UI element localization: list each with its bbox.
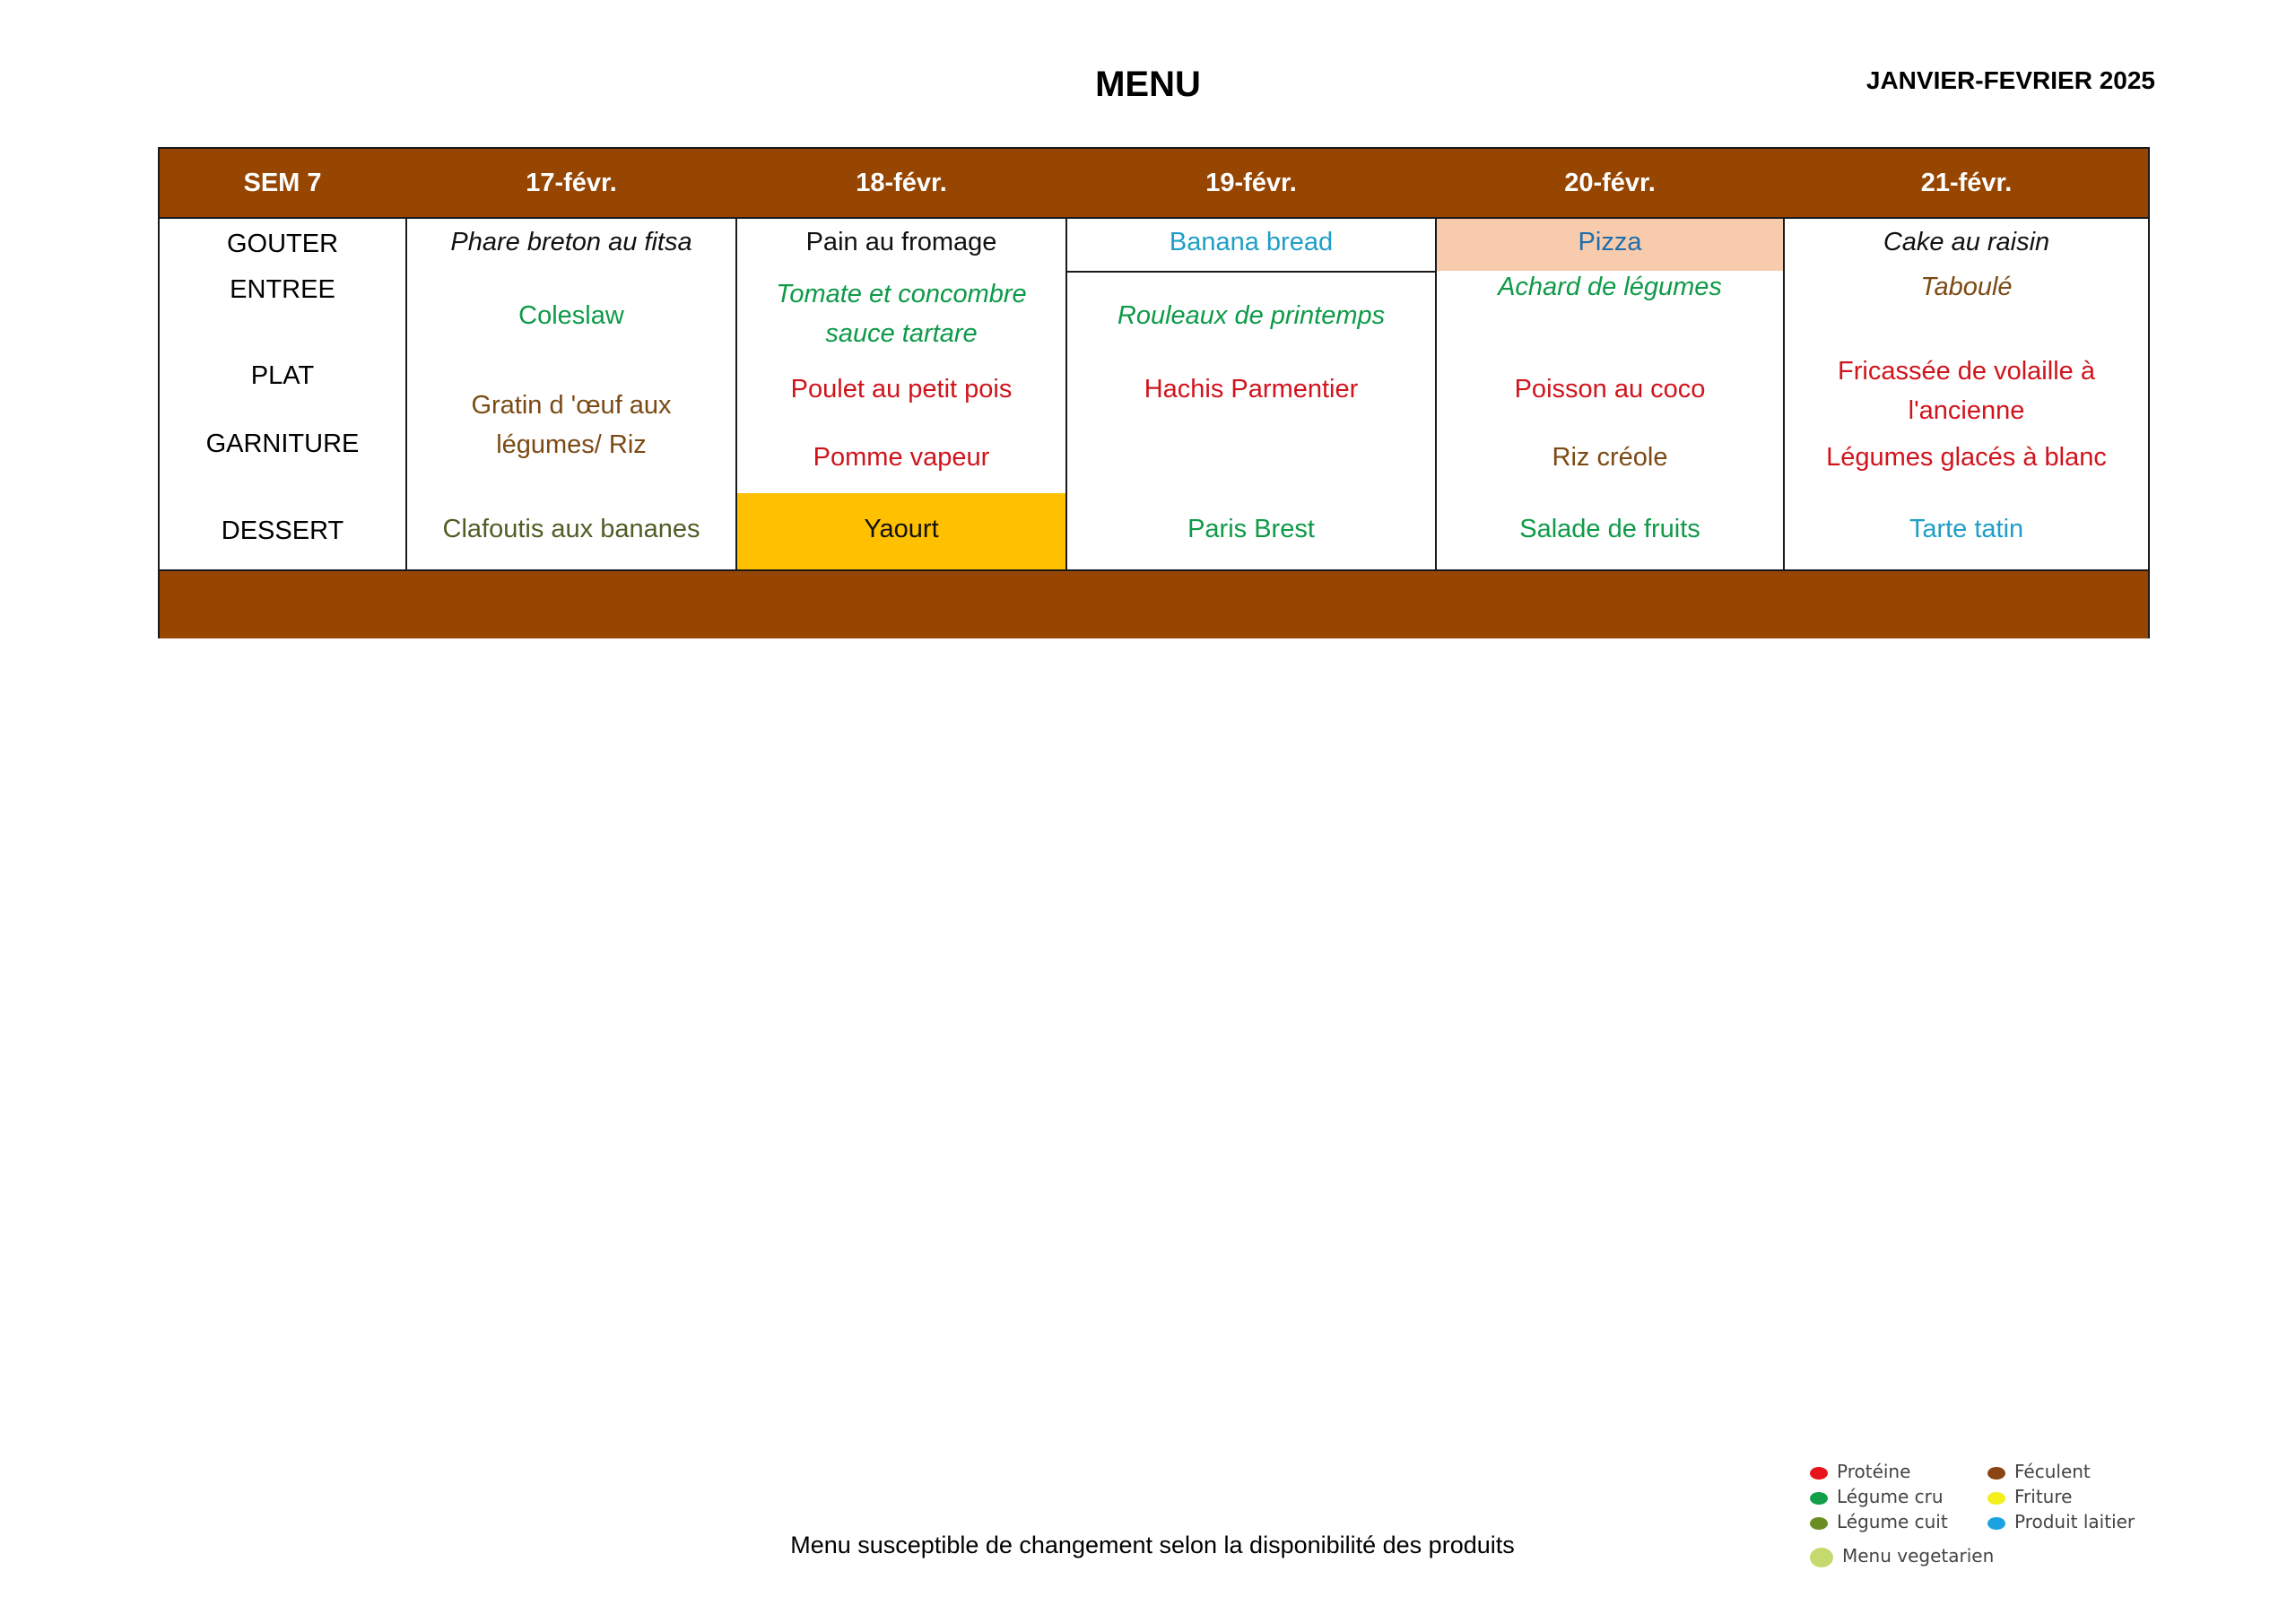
menu-table [158, 147, 2150, 638]
day-header-17: 17-févr. [526, 169, 617, 197]
menu-item-plat-18: Poulet au petit pois [790, 375, 1013, 404]
food-legend [1810, 1460, 2187, 1576]
legend-item-friture [1987, 1485, 2072, 1508]
menu-item-entree-18-line1: Tomate et concombre [776, 280, 1027, 308]
menu-item-plat-21 [1785, 352, 2148, 430]
row-label-gouter: GOUTER [226, 230, 339, 258]
menu-item-entree-18-line2: sauce tartare [825, 319, 978, 348]
menu-item-plat-21-line2: l'ancienne [1908, 396, 2025, 425]
legend-label: Produit laitier [2014, 1511, 2135, 1532]
menu-item-garniture-20: Riz créole [1552, 443, 1668, 472]
menu-item-plat-17-line1: Gratin d 'œuf aux [471, 391, 672, 420]
menu-item-plat-19: Hachis Parmentier [1144, 375, 1359, 404]
legend-item-produit-laitier [1987, 1510, 2135, 1533]
menu-item-gouter-21: Cake au raisin [1883, 228, 2050, 256]
legend-item-proteine [1810, 1460, 1910, 1483]
legend-item-legume-cru [1810, 1485, 1944, 1508]
menu-item-plat-17-line2: légumes/ Riz [496, 430, 647, 459]
row-label-dessert: DESSERT [221, 516, 344, 545]
green-dot-icon [1810, 1492, 1828, 1505]
blue-dot-icon [1987, 1517, 2005, 1530]
menu-item-gouter-18: Pain au fromage [805, 228, 997, 256]
legend-label: Féculent [2014, 1461, 2091, 1482]
legend-item-menu-vegetarien [1810, 1544, 1994, 1567]
legend-label: Légume cuit [1837, 1511, 1948, 1532]
legend-label: Menu vegetarien [1842, 1545, 1995, 1567]
legend-item-feculent [1987, 1460, 2091, 1483]
menu-item-dessert-19: Paris Brest [1187, 515, 1315, 543]
menu-item-plat-21-line1: Fricassée de volaille à [1838, 357, 2095, 386]
day-header-20: 20-févr. [1564, 169, 1656, 197]
legend-item-legume-cuit [1810, 1510, 1948, 1533]
row-label-entree: ENTREE [230, 275, 335, 304]
menu-item-gouter-17: Phare breton au fitsa [450, 228, 692, 256]
grid-line [1067, 271, 1435, 273]
yellow-dot-icon [1987, 1492, 2005, 1505]
legend-label: Légume cru [1837, 1486, 1944, 1507]
row-label-plat: PLAT [250, 361, 315, 390]
page-title: MENU [1095, 65, 1201, 104]
day-header-21: 21-févr. [1920, 169, 2013, 197]
menu-item-entree-19: Rouleaux de printemps [1117, 301, 1386, 330]
menu-item-dessert-18: Yaourt [864, 515, 939, 543]
menu-item-gouter-20: Pizza [1578, 228, 1642, 256]
menu-item-gouter-19: Banana bread [1169, 228, 1334, 256]
olive-dot-icon [1810, 1517, 1828, 1530]
red-dot-icon [1810, 1467, 1828, 1480]
menu-item-plat-20: Poisson au coco [1514, 375, 1706, 404]
period-label: JANVIER-FEVRIER 2025 [1866, 66, 2155, 94]
table-footer-band [160, 569, 2148, 638]
menu-item-dessert-20: Salade de fruits [1519, 515, 1700, 543]
menu-item-garniture-18: Pomme vapeur [813, 443, 990, 472]
brown-dot-icon [1987, 1467, 2005, 1480]
menu-item-entree-17: Coleslaw [518, 301, 624, 330]
disclaimer-text: Menu susceptible de changement selon la disponibilité des produits [790, 1532, 1515, 1558]
row-label-garniture: GARNITURE [205, 430, 360, 458]
menu-item-plat-17 [407, 386, 735, 464]
legend-label: Protéine [1837, 1461, 1911, 1482]
day-header-18: 18-févr. [856, 169, 947, 197]
table-header-row [160, 149, 2148, 219]
menu-item-dessert-21: Tarte tatin [1909, 515, 2024, 543]
legend-label: Friture [2014, 1486, 2073, 1507]
menu-item-garniture-21: Légumes glacés à blanc [1826, 443, 2107, 472]
menu-item-entree-18 [737, 274, 1065, 353]
menu-item-dessert-17: Clafoutis aux bananes [442, 515, 700, 543]
week-header: SEM 7 [243, 169, 322, 197]
leaf-icon [1810, 1548, 1833, 1567]
day-header-19: 19-févr. [1205, 169, 1297, 197]
menu-item-entree-20: Achard de légumes [1498, 273, 1722, 301]
menu-item-entree-21: Taboulé [1920, 273, 2013, 301]
